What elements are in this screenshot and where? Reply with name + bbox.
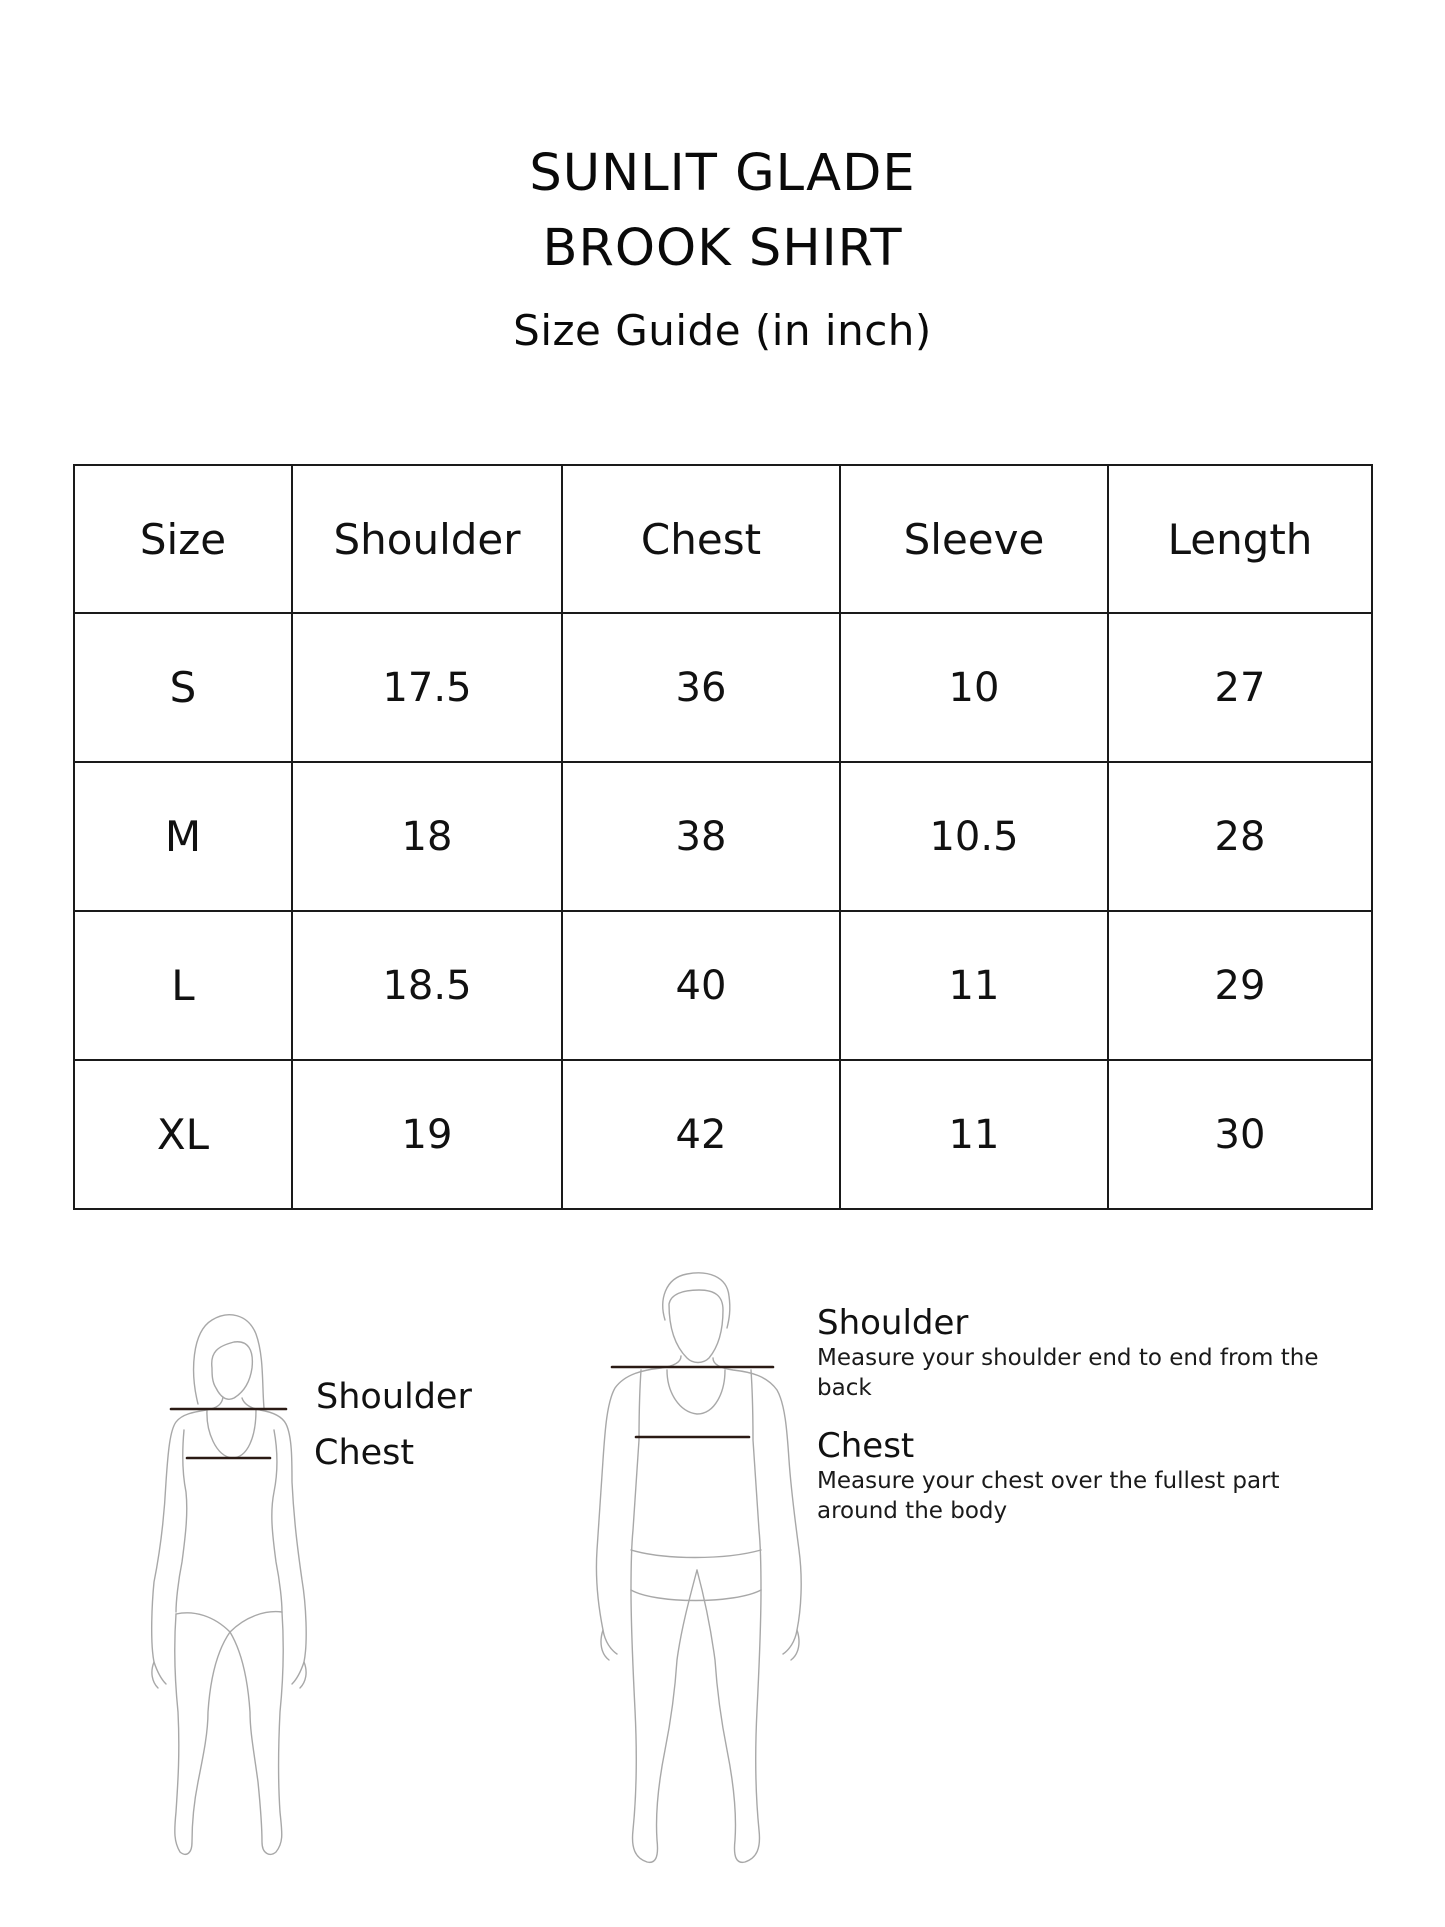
sleeve-cell: 10 <box>840 613 1108 762</box>
size-cell: S <box>74 613 292 762</box>
shoulder-cell: 18.5 <box>292 911 562 1060</box>
table-row <box>74 911 1372 1060</box>
female-chest-label: Chest <box>314 1433 415 1473</box>
length-cell: 30 <box>1108 1060 1372 1209</box>
sleeve-cell: 11 <box>840 911 1108 1060</box>
shoulder-measure-note <box>817 1303 1337 1403</box>
female-shoulder-label: Shoulder <box>316 1377 472 1417</box>
chest-cell: 42 <box>562 1060 840 1209</box>
column-header-size: Size <box>74 465 292 613</box>
length-cell: 27 <box>1108 613 1372 762</box>
female-figure-illustration <box>150 1312 310 1867</box>
shoulder-note-title: Shoulder <box>817 1303 969 1343</box>
shoulder-cell: 18 <box>292 762 562 911</box>
male-figure-illustration <box>595 1270 807 1867</box>
column-header-sleeve: Sleeve <box>840 465 1108 613</box>
measurement-lines <box>612 1367 773 1437</box>
shoulder-cell: 19 <box>292 1060 562 1209</box>
chest-measure-note <box>817 1426 1337 1526</box>
chest-note-description: Measure your chest over the fullest part around the body <box>817 1468 1280 1524</box>
size-cell: M <box>74 762 292 911</box>
column-header-length: Length <box>1108 465 1372 613</box>
chest-cell: 40 <box>562 911 840 1060</box>
column-header-chest: Chest <box>562 465 840 613</box>
size-cell: XL <box>74 1060 292 1209</box>
chest-cell: 38 <box>562 762 840 911</box>
column-header-shoulder: Shoulder <box>292 465 562 613</box>
table-row <box>74 613 1372 762</box>
table-row <box>74 1060 1372 1209</box>
table-row <box>74 762 1372 911</box>
size-guide-subtitle: Size Guide (in inch) <box>513 306 932 355</box>
product-title-line-1: SUNLIT GLADE <box>529 144 916 203</box>
product-title-line-2: BROOK SHIRT <box>542 219 903 278</box>
shoulder-cell: 17.5 <box>292 613 562 762</box>
length-cell: 29 <box>1108 911 1372 1060</box>
measurement-lines <box>171 1409 286 1458</box>
shoulder-note-description: Measure your shoulder end to end from the back <box>817 1345 1319 1401</box>
chest-note-title: Chest <box>817 1426 915 1466</box>
size-cell: L <box>74 911 292 1060</box>
chest-cell: 36 <box>562 613 840 762</box>
sleeve-cell: 11 <box>840 1060 1108 1209</box>
length-cell: 28 <box>1108 762 1372 911</box>
sleeve-cell: 10.5 <box>840 762 1108 911</box>
table-header-row <box>74 465 1372 613</box>
size-chart-table <box>73 464 1373 1210</box>
